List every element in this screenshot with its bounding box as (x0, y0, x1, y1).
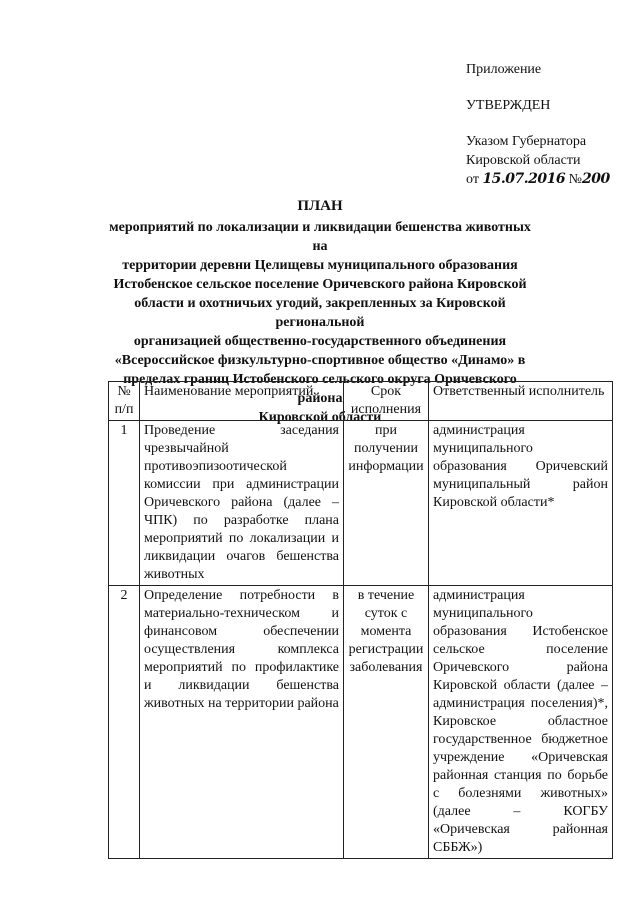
header-responsible: Ответственный исполнитель (429, 382, 613, 421)
row-num: 1 (109, 421, 140, 586)
approval-block (466, 60, 610, 189)
plan-title-line: территории деревни Целищевы муниципального образования (122, 258, 518, 273)
plan-title-line: пределах границ Истобенского сельского округа Оричевского района (123, 372, 517, 406)
table-row (109, 421, 613, 586)
row-responsible: администрация муниципального образования Оричевский муниципальный район Кировской области* (429, 421, 613, 586)
plan-title-line: Истобенское сельское поселение Оричевского района Кировской (113, 277, 527, 292)
plan-title-line: Кировской области (258, 410, 382, 425)
plan-title-line: организацией общественно-государственного объединения (133, 334, 507, 349)
plan-heading: ПЛАН (297, 198, 343, 214)
row-term: при получении информации (344, 421, 429, 586)
plan-title-line: «Всероссийское физкультурно-спортивное общество «Динамо» в (114, 353, 526, 368)
plan-table (108, 381, 613, 859)
table-row (109, 586, 613, 859)
region-label: Кировской области (466, 153, 581, 168)
decree-label: Указом Губернатора (466, 134, 587, 149)
appendix-label: Приложение (466, 62, 542, 77)
decree-date: 15.07.2016 (482, 171, 566, 187)
header-num: № п/п (109, 382, 140, 421)
header-name: Наименование мероприятий (140, 382, 344, 421)
table-header-row (109, 382, 613, 421)
approved-label: УТВЕРЖДЕН (466, 98, 551, 113)
plan-title-line: мероприятий по локализации и ликвидации бешенства животных на (109, 220, 531, 254)
plan-title-line: области и охотничьих угодий, закрепленных за Кировской региональной (134, 296, 506, 330)
row-term: в течение суток с момента регистрации заболевания (344, 586, 429, 859)
date-prefix: от (466, 172, 479, 187)
decree-date-line (466, 170, 610, 189)
row-responsible: администрация муниципального образования Истобенское сельское поселение Оричевского района Кировской области (далее – администрация поселения)*, Кировское областное государственное бюджетное учреждение «Оричевская районная станция по борьбе с болезнями животных» (далее – КОГБУ «Оричевская районная СББЖ») (429, 586, 613, 859)
number-prefix: № (568, 172, 582, 187)
header-term: Срок исполнения (344, 382, 429, 421)
row-num: 2 (109, 586, 140, 859)
row-name: Проведение заседания чрезвычайной противоэпизоотической комиссии при администрации Оричевского района (далее – ЧПК) по разработке плана мероприятий по локализации и ликвидации очагов бешенства животных (140, 421, 344, 586)
row-name: Определение потребности в материально-техническом и финансовом обеспечении осуществления комплекса мероприятий по профилактике и ликвидации бешенства животных на территории района (140, 586, 344, 859)
decree-number: 200 (581, 171, 610, 187)
